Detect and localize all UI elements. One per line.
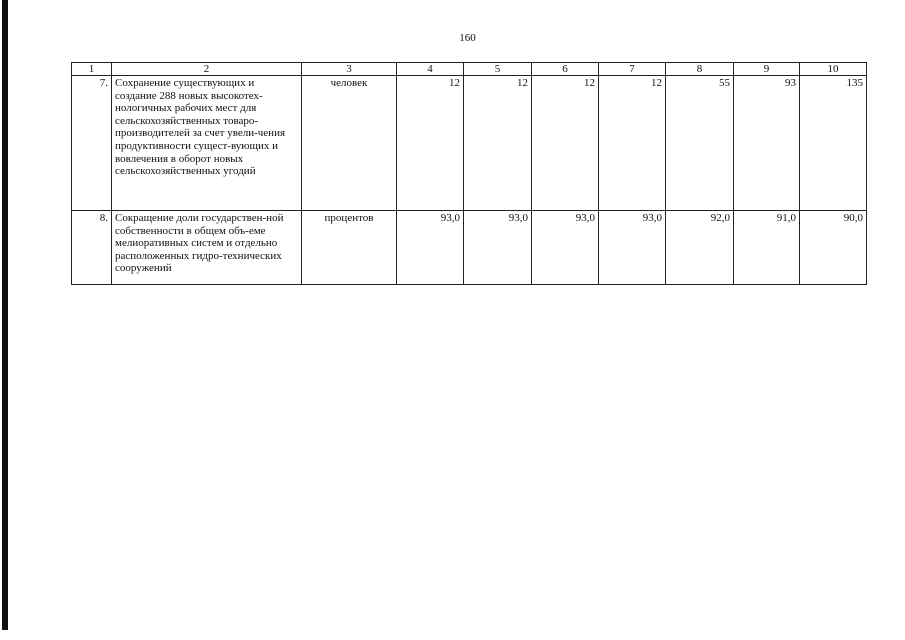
header-cell: 9 — [734, 63, 800, 76]
page-number: 160 — [459, 32, 476, 44]
table-header-row — [72, 63, 867, 76]
value-cell: 93,0 — [532, 211, 599, 285]
header-cell: 2 — [112, 63, 302, 76]
value-cell: 12 — [397, 76, 464, 211]
header-cell: 10 — [800, 63, 867, 76]
header-cell: 4 — [397, 63, 464, 76]
value-cell: 93,0 — [599, 211, 666, 285]
scan-edge-bar — [2, 0, 8, 630]
table-row — [72, 211, 867, 285]
row-index: 8. — [72, 211, 112, 285]
value-cell: 12 — [464, 76, 532, 211]
header-cell: 5 — [464, 63, 532, 76]
value-cell: 12 — [532, 76, 599, 211]
value-cell: 55 — [666, 76, 734, 211]
header-cell: 6 — [532, 63, 599, 76]
header-cell: 7 — [599, 63, 666, 76]
row-index: 7. — [72, 76, 112, 211]
indicator-table — [71, 62, 867, 285]
value-cell: 135 — [800, 76, 867, 211]
value-cell: 93,0 — [464, 211, 532, 285]
header-cell: 3 — [302, 63, 397, 76]
row-unit: процентов — [302, 211, 397, 285]
row-unit: человек — [302, 76, 397, 211]
row-description: Сохранение существующих и создание 288 новых высокотех-нологичных рабочих мест для сельскохозяйственных товаро-производителей за счет увели-чения продуктивности сущест-вующих и вовлечения в оборот новых сельскохозяйственных угодий — [112, 76, 302, 211]
value-cell: 12 — [599, 76, 666, 211]
value-cell: 91,0 — [734, 211, 800, 285]
row-description: Сокращение доли государствен-ной собственности в общем объ-еме мелиоративных систем и отдельно расположенных гидро-технических сооружений — [112, 211, 302, 285]
table-row — [72, 76, 867, 211]
value-cell: 93,0 — [397, 211, 464, 285]
value-cell: 92,0 — [666, 211, 734, 285]
value-cell: 93 — [734, 76, 800, 211]
header-cell: 1 — [72, 63, 112, 76]
header-cell: 8 — [666, 63, 734, 76]
value-cell: 90,0 — [800, 211, 867, 285]
